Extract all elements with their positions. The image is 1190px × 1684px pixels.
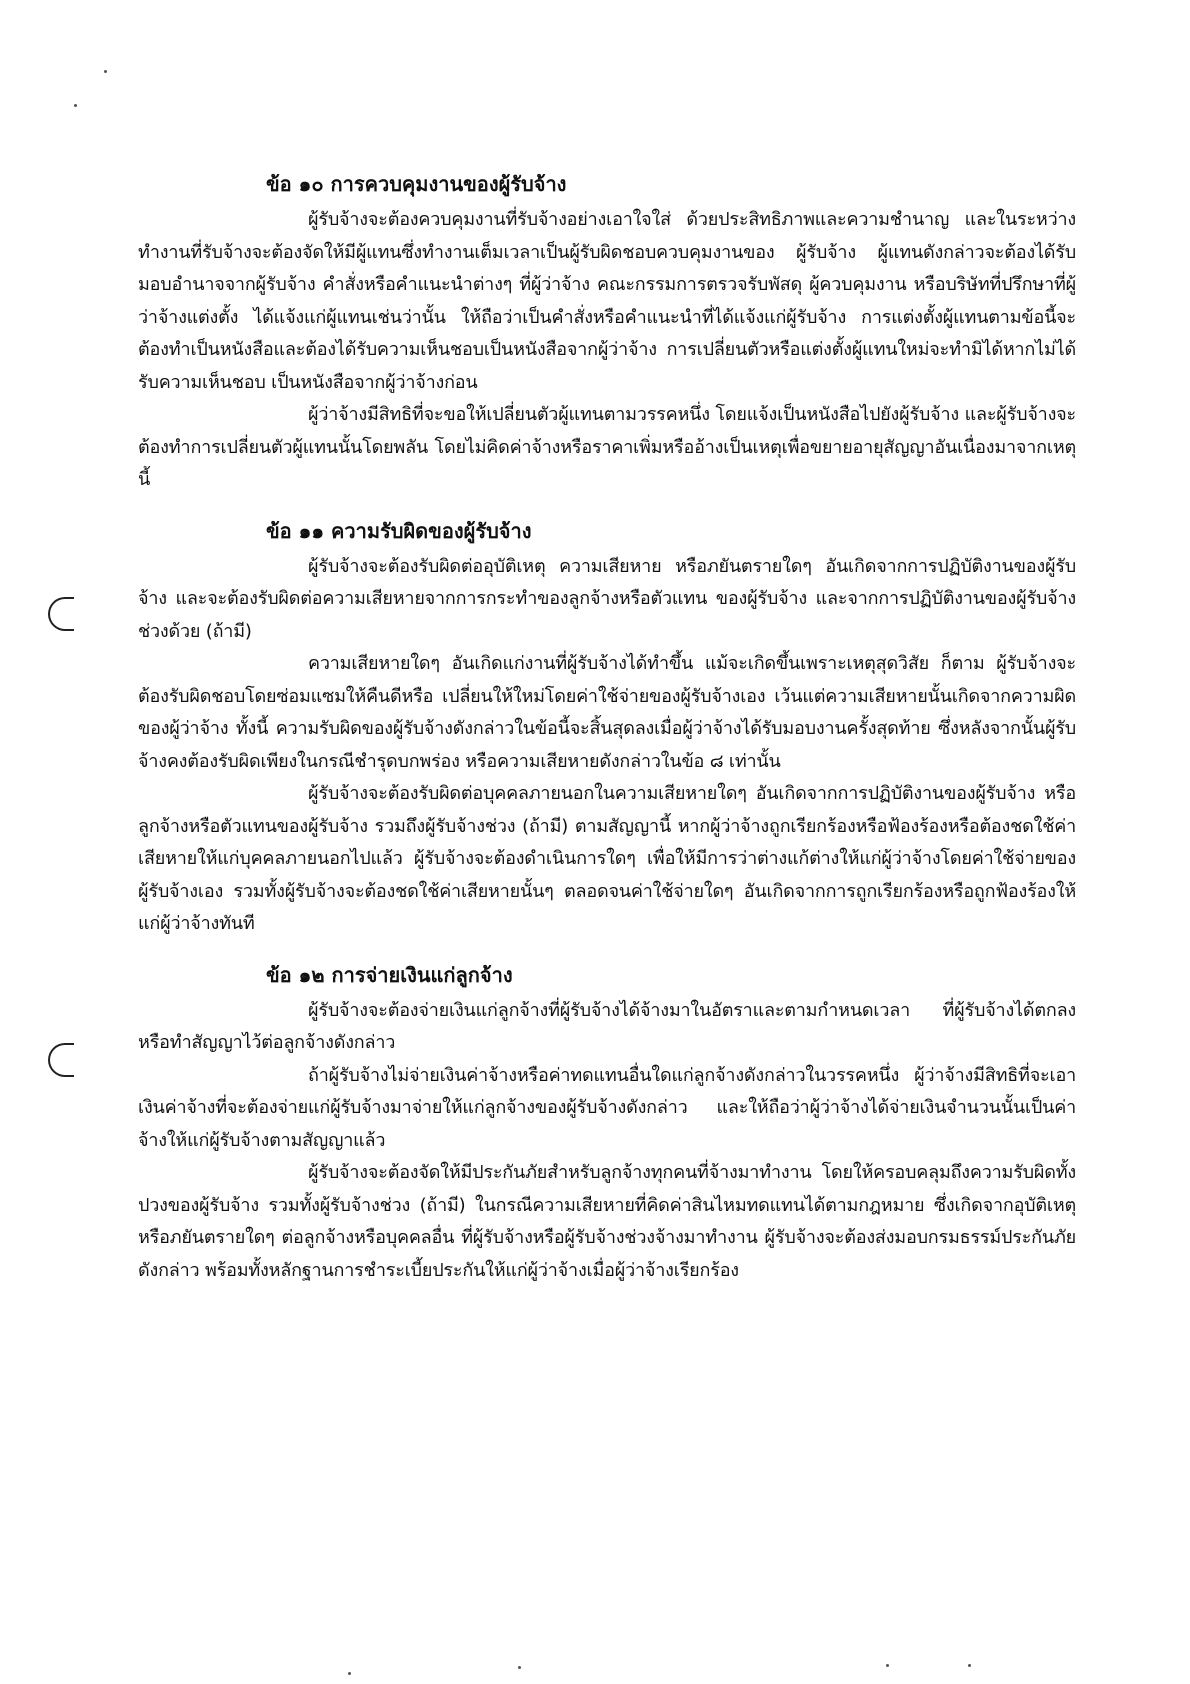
- binder-hole-mark-top: [48, 597, 74, 631]
- scan-speck: [348, 1672, 351, 1675]
- section-clause-11: [138, 515, 1076, 941]
- paragraph: ผู้รับจ้างจะต้องจ่ายเงินแก่ลูกจ้างที่ผู้รับจ้างได้จ้างมาในอัตราและตามกำหนดเวลา ที่ผู้รับจ้างได้ตกลงหรือทำสัญญาไว้ต่อลูกจ้างดังกล่าว: [138, 999, 1076, 1053]
- scan-speck: [968, 1664, 971, 1667]
- paragraph: ถ้าผู้รับจ้างไม่จ่ายเงินค่าจ้างหรือค่าทดแทนอื่นใดแก่ลูกจ้างดังกล่าวในวรรคหนึ่ง ผู้ว่าจ้างมีสิทธิที่จะเอาเงินค่าจ้างที่จะต้องจ่ายแก่ผู้รับจ้างมาจ่ายให้แก่ลูกจ้างของผู้รับจ้างดังกล่าว และให้ถือว่าผู้ว่าจ้างได้จ่ายเงินจำนวนนั้นเป็นค่าจ้างให้แก่ผู้รับจ้างตามสัญญาแล้ว: [138, 1064, 1076, 1151]
- section-clause-12: [138, 959, 1076, 1288]
- paragraph: ผู้รับจ้างจะต้องควบคุมงานที่รับจ้างอย่างเอาใจใส่ ด้วยประสิทธิภาพและความชำนาญ และในระหว่างทำงานที่รับจ้างจะต้องจัดให้มีผู้แทนซึ่งทำงานเต็มเวลาเป็นผู้รับผิดชอบควบคุมงานของ ผู้รับจ้าง ผู้แทนดังกล่าวจะต้องได้รับมอบอำนาจจากผู้รับจ้าง คำสั่งหรือคำแนะนำต่างๆ ที่ผู้ว่าจ้าง คณะกรรมการตรวจรับพัสดุ ผู้ควบคุมงาน หรือบริษัทที่ปรึกษาที่ผู้ว่าจ้างแต่งตั้ง ได้แจ้งแก่ผู้แทนเช่นว่านั้น ให้ถือว่าเป็นคำสั่งหรือคำแนะนำที่ได้แจ้งแก่ผู้รับจ้าง การแต่งตั้งผู้แทนตามข้อนี้จะต้องทำเป็นหนังสือและต้องได้รับความเห็นชอบเป็นหนังสือจากผู้ว่าจ้าง การเปลี่ยนตัวหรือแต่งตั้งผู้แทนใหม่จะทำมิได้หากไม่ได้รับความเห็นชอบ เป็นหนังสือจากผู้ว่าจ้างก่อน: [138, 209, 1076, 393]
- section-spacer: [138, 941, 1076, 959]
- scan-speck: [518, 1666, 521, 1669]
- section-heading: ข้อ ๑๐ การควบคุมงานของผู้รับจ้าง: [266, 172, 567, 196]
- paragraph: ผู้รับจ้างจะต้องรับผิดต่ออุบัติเหตุ ความเสียหาย หรือภยันตรายใดๆ อันเกิดจากการปฏิบัติงานของผู้รับจ้าง และจะต้องรับผิดต่อความเสียหายจากการกระทำของลูกจ้างหรือตัวแทน ของผู้รับจ้าง และจากการปฏิบัติงานของผู้รับจ้างช่วงด้วย (ถ้ามี): [138, 555, 1076, 642]
- scan-speck: [104, 70, 107, 73]
- paragraph: ผู้รับจ้างจะต้องจัดให้มีประกันภัยสำหรับลูกจ้างทุกคนที่จ้างมาทำงาน โดยให้ครอบคลุมถึงความรับผิดทั้งปวงของผู้รับจ้าง รวมทั้งผู้รับจ้างช่วง (ถ้ามี) ในกรณีความเสียหายที่คิดค่าสินไหมทดแทนได้ตามกฎหมาย ซึ่งเกิดจากอุบัติเหตุหรือภยันตรายใดๆ ต่อลูกจ้างหรือบุคคลอื่น ที่ผู้รับจ้างหรือผู้รับจ้างช่วงจ้างมาทำงาน ผู้รับจ้างจะต้องส่งมอบกรมธรรม์ประกันภัยดังกล่าว พร้อมทั้งหลักฐานการชำระเบี้ยประกันให้แก่ผู้ว่าจ้างเมื่อผู้ว่าจ้างเรียกร้อง: [138, 1162, 1076, 1281]
- paragraph: ความเสียหายใดๆ อันเกิดแก่งานที่ผู้รับจ้างได้ทำขึ้น แม้จะเกิดขึ้นเพราะเหตุสุดวิสัย ก็ตาม ผู้รับจ้างจะต้องรับผิดชอบโดยซ่อมแซมให้คืนดีหรือ เปลี่ยนให้ใหม่โดยค่าใช้จ่ายของผู้รับจ้างเอง เว้นแต่ความเสียหายนั้นเกิดจากความผิดของผู้ว่าจ้าง ทั้งนี้ ความรับผิดของผู้รับจ้างดังกล่าวในข้อนี้จะสิ้นสุดลงเมื่อผู้ว่าจ้างได้รับมอบงานครั้งสุดท้าย ซึ่งหลังจากนั้นผู้รับจ้างคงต้องรับผิดเพียงในกรณีชำรุดบกพร่อง หรือความเสียหายดังกล่าวในข้อ ๘ เท่านั้น: [138, 653, 1076, 772]
- paragraph: ผู้รับจ้างจะต้องรับผิดต่อบุคคลภายนอกในความเสียหายใดๆ อันเกิดจากการปฏิบัติงานของผู้รับจ้าง หรือลูกจ้างหรือตัวแทนของผู้รับจ้าง รวมถึงผู้รับจ้างช่วง (ถ้ามี) ตามสัญญานี้ หากผู้ว่าจ้างถูกเรียกร้องหรือฟ้องร้องหรือต้องชดใช้ค่าเสียหายให้แก่บุคคลภายนอกไปแล้ว ผู้รับจ้างจะต้องดำเนินการใดๆ เพื่อให้มีการว่าต่างแก้ต่างให้แก่ผู้ว่าจ้างโดยค่าใช้จ่ายของผู้รับจ้างเอง รวมทั้งผู้รับจ้างจะต้องชดใช้ค่าเสียหายนั้นๆ ตลอดจนค่าใช้จ่ายใดๆ อันเกิดจากการถูกเรียกร้องหรือถูกฟ้องร้องให้แก่ผู้ว่าจ้างทันที: [138, 783, 1076, 934]
- scan-speck: [886, 1664, 889, 1667]
- paragraph: ผู้ว่าจ้างมีสิทธิที่จะขอให้เปลี่ยนตัวผู้แทนตามวรรคหนึ่ง โดยแจ้งเป็นหนังสือไปยังผู้รับจ้าง และผู้รับจ้างจะต้องทำการเปลี่ยนตัวผู้แทนนั้นโดยพลัน โดยไม่คิดค่าจ้างหรือราคาเพิ่มหรืออ้างเป็นเหตุเพื่อขยายอายุสัญญาอันเนื่องมาจากเหตุนี้: [138, 404, 1076, 490]
- section-clause-10: [138, 168, 1076, 497]
- section-heading: ข้อ ๑๑ ความรับผิดของผู้รับจ้าง: [266, 518, 532, 543]
- document-body: [138, 168, 1076, 1287]
- scan-speck: [74, 104, 77, 107]
- section-heading: ข้อ ๑๒ การจ่ายเงินแก่ลูกจ้าง: [266, 962, 513, 987]
- section-spacer: [138, 497, 1076, 515]
- binder-hole-mark-bottom: [48, 1043, 74, 1077]
